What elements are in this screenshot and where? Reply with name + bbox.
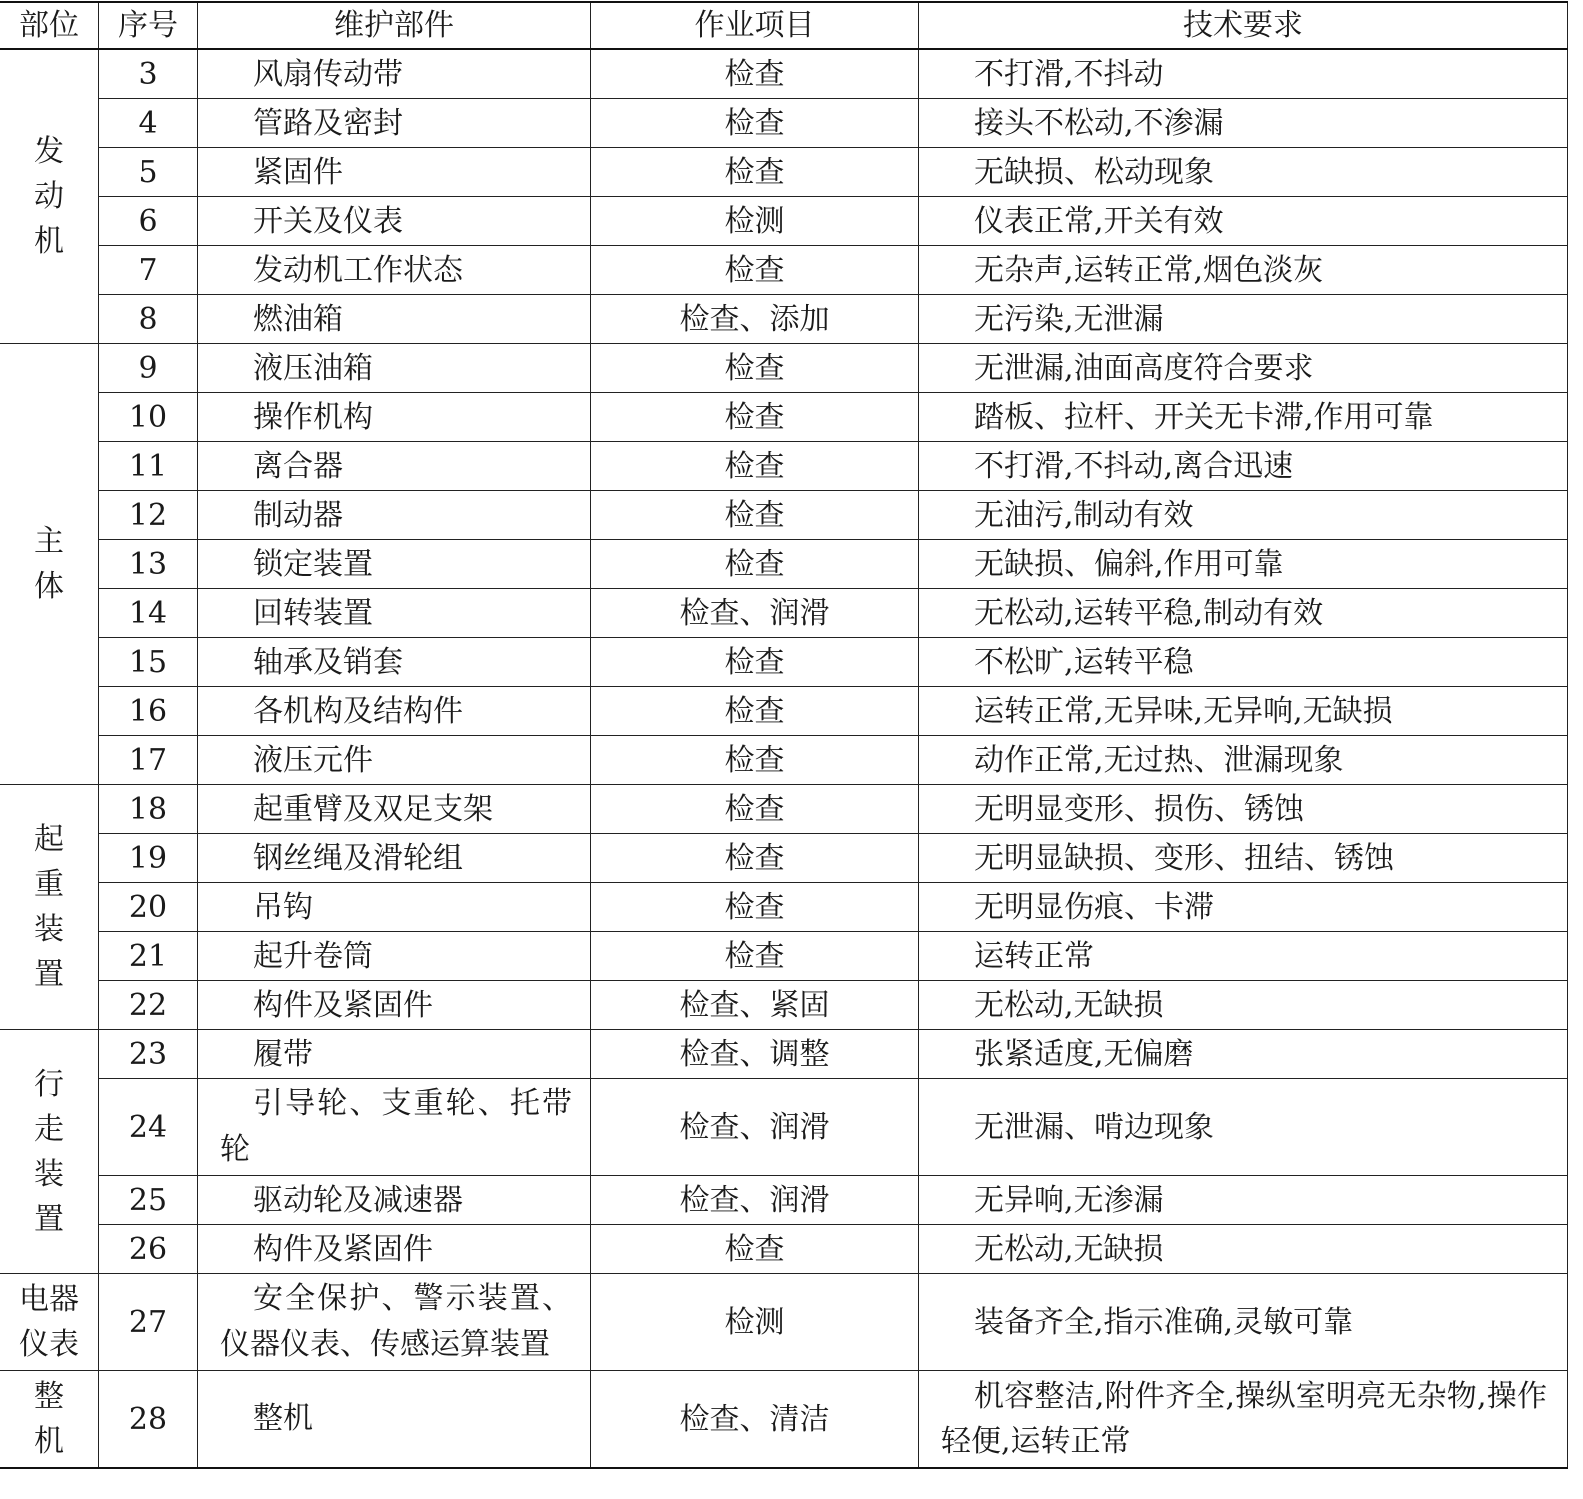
technical-requirement: 运转正常,无异味,无异响,无缺损 bbox=[919, 687, 1568, 736]
maintenance-part: 吊钩 bbox=[198, 883, 591, 932]
section-label-line: 重 bbox=[34, 867, 64, 902]
operation-item: 检查 bbox=[591, 148, 919, 197]
maintenance-part: 液压元件 bbox=[198, 736, 591, 785]
technical-requirement: 接头不松动,不渗漏 bbox=[919, 99, 1568, 148]
operation-item: 检查 bbox=[591, 442, 919, 491]
technical-requirement: 无泄漏,油面高度符合要求 bbox=[919, 344, 1568, 393]
operation-item: 检测 bbox=[591, 1274, 919, 1371]
maintenance-part: 起重臂及双足支架 bbox=[198, 785, 591, 834]
technical-requirement: 不打滑,不抖动 bbox=[919, 49, 1568, 99]
section-label-line: 动 bbox=[34, 179, 64, 214]
row-number: 22 bbox=[99, 981, 198, 1030]
header-section: 部位 bbox=[0, 2, 99, 49]
section-label-line: 起 bbox=[34, 822, 64, 857]
maintenance-part: 钢丝绳及滑轮组 bbox=[198, 834, 591, 883]
row-number: 25 bbox=[99, 1176, 198, 1225]
section-label-line: 体 bbox=[34, 569, 64, 604]
row-number: 9 bbox=[99, 344, 198, 393]
maintenance-part: 安全保护、警示装置、仪器仪表、传感运算装置 bbox=[198, 1274, 591, 1371]
header-operation: 作业项目 bbox=[591, 2, 919, 49]
section-label-line: 机 bbox=[34, 1424, 64, 1459]
maintenance-part: 履带 bbox=[198, 1030, 591, 1079]
row-number: 3 bbox=[99, 49, 198, 99]
table-row bbox=[0, 736, 1568, 785]
technical-requirement: 无油污,制动有效 bbox=[919, 491, 1568, 540]
operation-item: 检查 bbox=[591, 1225, 919, 1274]
section-cell bbox=[0, 785, 99, 1030]
row-number: 26 bbox=[99, 1225, 198, 1274]
section-label-line: 仪表 bbox=[19, 1327, 79, 1362]
maintenance-part: 起升卷筒 bbox=[198, 932, 591, 981]
maintenance-part: 紧固件 bbox=[198, 148, 591, 197]
maintenance-part: 驱动轮及减速器 bbox=[198, 1176, 591, 1225]
technical-requirement: 踏板、拉杆、开关无卡滞,作用可靠 bbox=[919, 393, 1568, 442]
operation-item: 检查 bbox=[591, 99, 919, 148]
operation-item: 检查 bbox=[591, 344, 919, 393]
operation-item: 检查、清洁 bbox=[591, 1371, 919, 1469]
maintenance-part: 发动机工作状态 bbox=[198, 246, 591, 295]
technical-requirement: 张紧适度,无偏磨 bbox=[919, 1030, 1568, 1079]
maintenance-part: 风扇传动带 bbox=[198, 49, 591, 99]
row-number: 24 bbox=[99, 1079, 198, 1176]
row-number: 11 bbox=[99, 442, 198, 491]
operation-item: 检查、润滑 bbox=[591, 1079, 919, 1176]
technical-requirement: 无松动,无缺损 bbox=[919, 1225, 1568, 1274]
operation-item: 检查 bbox=[591, 736, 919, 785]
technical-requirement: 机容整洁,附件齐全,操纵室明亮无杂物,操作轻便,运转正常 bbox=[919, 1371, 1568, 1469]
table-row bbox=[0, 148, 1568, 197]
operation-item: 检查 bbox=[591, 49, 919, 99]
table-row bbox=[0, 246, 1568, 295]
section-cell bbox=[0, 1030, 99, 1274]
row-number: 20 bbox=[99, 883, 198, 932]
section-label-line: 走 bbox=[34, 1111, 64, 1147]
table-row bbox=[0, 491, 1568, 540]
row-number: 7 bbox=[99, 246, 198, 295]
table-row bbox=[0, 344, 1568, 393]
operation-item: 检查 bbox=[591, 246, 919, 295]
table-row bbox=[0, 540, 1568, 589]
section-label-line: 发 bbox=[34, 134, 64, 169]
table-row bbox=[0, 1079, 1568, 1176]
row-number: 5 bbox=[99, 148, 198, 197]
table-row bbox=[0, 1176, 1568, 1225]
technical-requirement: 无松动,运转平稳,制动有效 bbox=[919, 589, 1568, 638]
maintenance-table-container bbox=[0, 1, 1568, 1469]
operation-item: 检查 bbox=[591, 687, 919, 736]
table-body bbox=[0, 49, 1568, 1468]
maintenance-part: 整机 bbox=[198, 1371, 591, 1469]
operation-item: 检查、添加 bbox=[591, 295, 919, 344]
technical-requirement: 动作正常,无过热、泄漏现象 bbox=[919, 736, 1568, 785]
section-label-line: 电器 bbox=[19, 1282, 79, 1317]
table-row bbox=[0, 295, 1568, 344]
row-number: 17 bbox=[99, 736, 198, 785]
operation-item: 检查、润滑 bbox=[591, 589, 919, 638]
section-label-line: 整 bbox=[34, 1379, 64, 1414]
section-label-line: 机 bbox=[34, 224, 64, 259]
row-number: 12 bbox=[99, 491, 198, 540]
table-row bbox=[0, 785, 1568, 834]
maintenance-part: 构件及紧固件 bbox=[198, 981, 591, 1030]
row-number: 6 bbox=[99, 197, 198, 246]
technical-requirement: 无缺损、松动现象 bbox=[919, 148, 1568, 197]
maintenance-part: 锁定装置 bbox=[198, 540, 591, 589]
section-label-line: 行 bbox=[34, 1066, 64, 1102]
table-row bbox=[0, 638, 1568, 687]
operation-item: 检查 bbox=[591, 393, 919, 442]
technical-requirement: 仪表正常,开关有效 bbox=[919, 197, 1568, 246]
table-row bbox=[0, 1030, 1568, 1079]
section-label-line: 主 bbox=[34, 524, 64, 559]
section-label-line: 装 bbox=[34, 1156, 64, 1192]
technical-requirement: 无泄漏、啃边现象 bbox=[919, 1079, 1568, 1176]
operation-item: 检查 bbox=[591, 932, 919, 981]
operation-item: 检查 bbox=[591, 540, 919, 589]
table-row bbox=[0, 1225, 1568, 1274]
maintenance-part: 回转装置 bbox=[198, 589, 591, 638]
operation-item: 检查 bbox=[591, 883, 919, 932]
row-number: 8 bbox=[99, 295, 198, 344]
table-row bbox=[0, 99, 1568, 148]
row-number: 4 bbox=[99, 99, 198, 148]
technical-requirement: 无松动,无缺损 bbox=[919, 981, 1568, 1030]
maintenance-table bbox=[0, 1, 1568, 1469]
operation-item: 检查 bbox=[591, 785, 919, 834]
table-row bbox=[0, 932, 1568, 981]
maintenance-part: 燃油箱 bbox=[198, 295, 591, 344]
operation-item: 检查 bbox=[591, 638, 919, 687]
table-row bbox=[0, 1274, 1568, 1371]
row-number: 16 bbox=[99, 687, 198, 736]
section-cell bbox=[0, 1371, 99, 1469]
header-num: 序号 bbox=[99, 2, 198, 49]
table-row bbox=[0, 981, 1568, 1030]
table-header-row bbox=[0, 2, 1568, 49]
maintenance-part: 各机构及结构件 bbox=[198, 687, 591, 736]
row-number: 18 bbox=[99, 785, 198, 834]
row-number: 28 bbox=[99, 1371, 198, 1469]
row-number: 15 bbox=[99, 638, 198, 687]
maintenance-part: 开关及仪表 bbox=[198, 197, 591, 246]
row-number: 13 bbox=[99, 540, 198, 589]
operation-item: 检查 bbox=[591, 491, 919, 540]
table-row bbox=[0, 197, 1568, 246]
operation-item: 检查、润滑 bbox=[591, 1176, 919, 1225]
maintenance-part: 制动器 bbox=[198, 491, 591, 540]
table-row bbox=[0, 687, 1568, 736]
section-cell bbox=[0, 1274, 99, 1371]
technical-requirement: 无污染,无泄漏 bbox=[919, 295, 1568, 344]
table-row bbox=[0, 883, 1568, 932]
technical-requirement: 无缺损、偏斜,作用可靠 bbox=[919, 540, 1568, 589]
table-row bbox=[0, 834, 1568, 883]
maintenance-part: 轴承及销套 bbox=[198, 638, 591, 687]
table-row bbox=[0, 589, 1568, 638]
section-cell bbox=[0, 49, 99, 344]
maintenance-part: 操作机构 bbox=[198, 393, 591, 442]
header-part: 维护部件 bbox=[198, 2, 591, 49]
technical-requirement: 无杂声,运转正常,烟色淡灰 bbox=[919, 246, 1568, 295]
technical-requirement: 无明显伤痕、卡滞 bbox=[919, 883, 1568, 932]
maintenance-part: 离合器 bbox=[198, 442, 591, 491]
maintenance-part: 引导轮、支重轮、托带轮 bbox=[198, 1079, 591, 1176]
table-row bbox=[0, 393, 1568, 442]
row-number: 14 bbox=[99, 589, 198, 638]
row-number: 10 bbox=[99, 393, 198, 442]
header-requirement: 技术要求 bbox=[919, 2, 1568, 49]
table-row bbox=[0, 442, 1568, 491]
section-label-line: 置 bbox=[34, 957, 64, 992]
operation-item: 检查、紧固 bbox=[591, 981, 919, 1030]
operation-item: 检查 bbox=[591, 834, 919, 883]
section-cell bbox=[0, 344, 99, 785]
section-label-line: 装 bbox=[34, 912, 64, 947]
section-label-line: 置 bbox=[34, 1201, 64, 1237]
row-number: 19 bbox=[99, 834, 198, 883]
row-number: 23 bbox=[99, 1030, 198, 1079]
technical-requirement: 无明显变形、损伤、锈蚀 bbox=[919, 785, 1568, 834]
operation-item: 检测 bbox=[591, 197, 919, 246]
technical-requirement: 不打滑,不抖动,离合迅速 bbox=[919, 442, 1568, 491]
row-number: 21 bbox=[99, 932, 198, 981]
table-row bbox=[0, 1371, 1568, 1469]
technical-requirement: 运转正常 bbox=[919, 932, 1568, 981]
technical-requirement: 不松旷,运转平稳 bbox=[919, 638, 1568, 687]
table-row bbox=[0, 49, 1568, 99]
technical-requirement: 无明显缺损、变形、扭结、锈蚀 bbox=[919, 834, 1568, 883]
row-number: 27 bbox=[99, 1274, 198, 1371]
operation-item: 检查、调整 bbox=[591, 1030, 919, 1079]
maintenance-part: 液压油箱 bbox=[198, 344, 591, 393]
technical-requirement: 装备齐全,指示准确,灵敏可靠 bbox=[919, 1274, 1568, 1371]
technical-requirement: 无异响,无渗漏 bbox=[919, 1176, 1568, 1225]
maintenance-part: 管路及密封 bbox=[198, 99, 591, 148]
maintenance-part: 构件及紧固件 bbox=[198, 1225, 591, 1274]
